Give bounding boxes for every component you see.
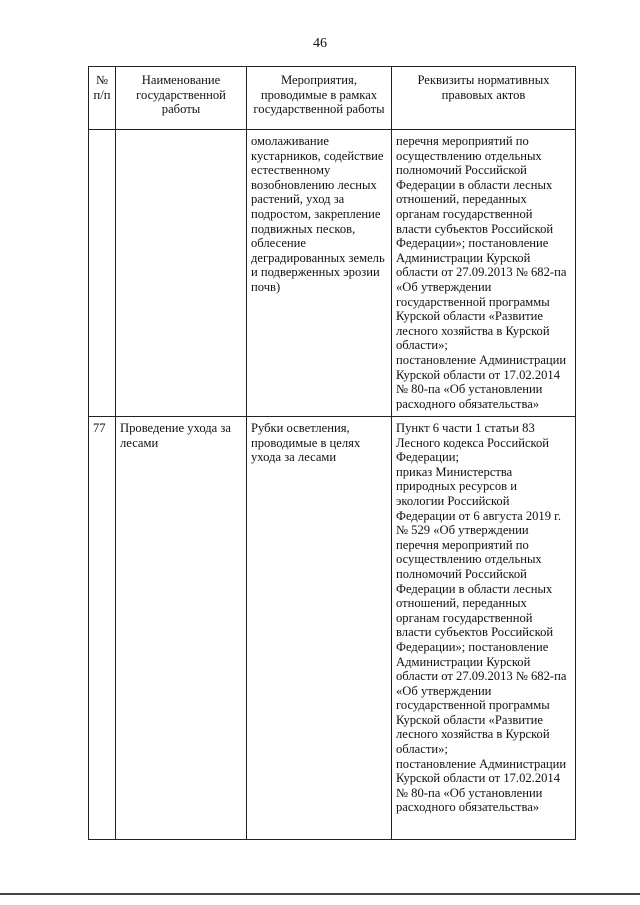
table-row xyxy=(89,130,576,417)
row-number-cell xyxy=(89,130,116,417)
table-header-row xyxy=(89,67,576,130)
row-legal-acts-cell: перечня мероприятий по осуществлению отдельных полномочий Российской Федерации в области лесных отношений, переданных органам государственной власти субъектов Российской Федерации»; постановление Администрации Курской области от 27.09.2013 № 682-па «Об утверждении государственной программы Курской области «Развитие лесного хозяйства в Курской области»; постановление Администрации Курской области от 17.02.2014 № 80-па «Об установлении расходного обязательства» xyxy=(392,130,576,417)
row-measures-cell: Рубки осветления, проводимые в целях ухода за лесами xyxy=(247,417,392,840)
table-row xyxy=(89,417,576,840)
header-work-name: Наименование государственной работы xyxy=(116,67,247,130)
row-work-name-cell xyxy=(116,130,247,417)
row-measures-cell: омолаживание кустарников, содействие естественному возобновлению лесных растений, уход за подростом, закрепление подвижных песков, облесение деградированных земель и подверженных эрозии почв) xyxy=(247,130,392,417)
header-legal-acts: Реквизиты нормативных правовых актов xyxy=(392,67,576,130)
row-work-name-cell: Проведение ухода за лесами xyxy=(116,417,247,840)
header-measures: Мероприятия, проводимые в рамках государственной работы xyxy=(247,67,392,130)
row-number-cell: 77 xyxy=(89,417,116,840)
header-number: № п/п xyxy=(89,67,116,130)
scan-bottom-edge xyxy=(0,893,640,895)
page-number: 46 xyxy=(313,36,327,51)
row-legal-acts-cell: Пункт 6 части 1 статьи 83 Лесного кодекса Российской Федерации; приказ Министерства природных ресурсов и экологии Российской Федерации от 6 августа 2019 г. № 529 «Об утверждении перечня мероприятий по осуществлению отдельных полномочий Российской Федерации в области лесных отношений, переданных органам государственной власти субъектов Российской Федерации»; постановление Администрации Курской области от 27.09.2013 № 682-па «Об утверждении государственной программы Курской области «Развитие лесного хозяйства в Курской области»; постановление Администрации Курской области от 17.02.2014 № 80-па «Об установлении расходного обязательства» xyxy=(392,417,576,840)
works-table xyxy=(88,66,576,840)
